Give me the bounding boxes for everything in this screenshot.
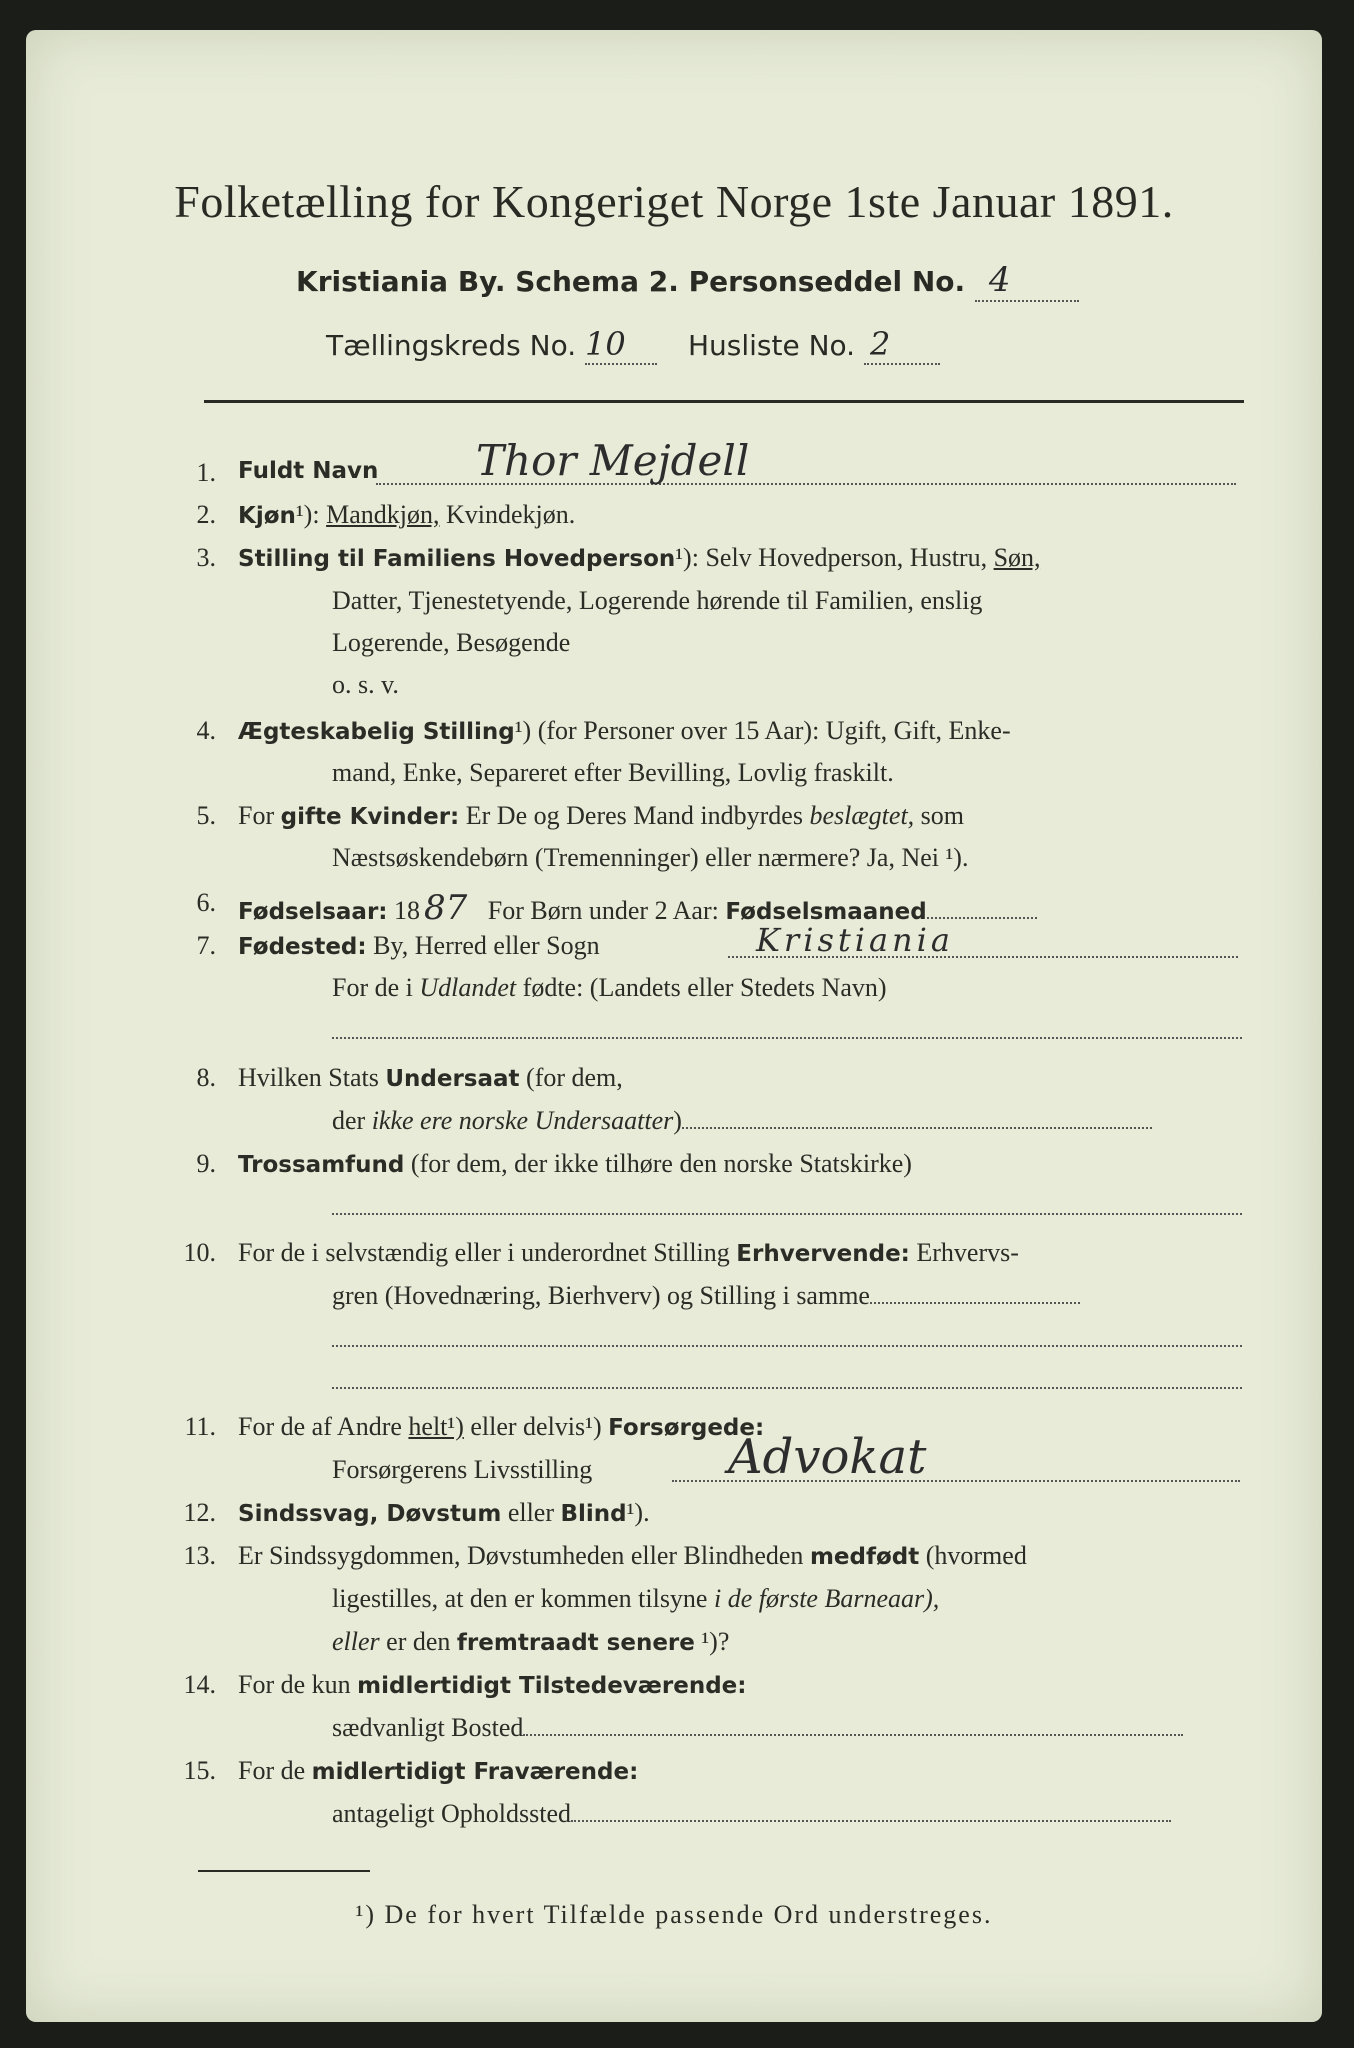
birth-month-label: Fødselsmaaned bbox=[725, 899, 927, 925]
abroad-line bbox=[332, 1036, 1242, 1039]
footnote-rule bbox=[198, 1870, 370, 1872]
probable-stay-line bbox=[571, 1819, 1171, 1822]
birthplace-line bbox=[238, 931, 600, 961]
usual-residence-line bbox=[523, 1733, 1183, 1736]
item-5-line-2: Næstsøskendebørn (Tremenninger) eller nærmere? Ja, Nei ¹). bbox=[332, 843, 969, 872]
temporary-absent-line bbox=[238, 1756, 638, 1786]
congenital-l2: ligestilles, at den er kommen tilsyne bbox=[332, 1584, 714, 1613]
family-position-selected: Søn, bbox=[993, 543, 1041, 572]
birth-year-label: Fødselsaar: bbox=[238, 899, 388, 925]
dependents-label: Forsørgede: bbox=[608, 1415, 765, 1441]
marital-options: ¹) (for Personer over 15 Aar): Ugift, Gift, Enke- bbox=[514, 716, 1011, 745]
religion-text: (for dem, der ikke tilhøre den norske Statskirke) bbox=[404, 1149, 912, 1178]
marital-label: Ægteskabelig Stilling bbox=[238, 719, 515, 745]
temporary-absent-pre: For de bbox=[238, 1756, 312, 1785]
occupation-line-2 bbox=[332, 1344, 1242, 1347]
birth-year-prefix: 18 bbox=[387, 896, 420, 925]
citizenship-l2-pre: der bbox=[332, 1106, 372, 1135]
item-number: 10. bbox=[183, 1238, 216, 1267]
birth-month-line bbox=[927, 916, 1037, 919]
footnote: ¹) De for hvert Tilfælde passende Ord understreges. bbox=[355, 1900, 993, 1929]
usual-residence-label: sædvanligt Bosted bbox=[332, 1713, 524, 1742]
disability-label: Sindssvag, Døvstum bbox=[238, 1501, 502, 1527]
item-number: 4. bbox=[196, 716, 216, 745]
temporary-present-line bbox=[238, 1670, 746, 1700]
item-number: 5. bbox=[196, 801, 216, 830]
census-form-sheet bbox=[26, 30, 1322, 2022]
item-number: 13. bbox=[183, 1541, 216, 1570]
household-number: 2 bbox=[864, 325, 940, 365]
item-number: 7. bbox=[196, 931, 216, 960]
provider-label: Forsørgerens Livsstilling bbox=[332, 1455, 593, 1484]
item-number: 14. bbox=[183, 1670, 216, 1699]
congenital-text: (hvormed bbox=[919, 1541, 1027, 1570]
marital-line bbox=[238, 716, 1011, 746]
married-women-end: som bbox=[914, 801, 965, 830]
congenital-l3-italic: eller bbox=[332, 1627, 380, 1656]
occupation-line bbox=[238, 1238, 1019, 1268]
married-women-italic: beslægtet, bbox=[809, 801, 915, 830]
congenital-l2-italic: i de første Barneaar), bbox=[713, 1584, 940, 1613]
gender-selected: Mandkjøn, bbox=[326, 500, 440, 529]
married-women-text: Er De og Deres Mand indbyrdes bbox=[459, 801, 810, 830]
item-15-line-2 bbox=[332, 1799, 1242, 1829]
gender-other: Kvindekjøn. bbox=[439, 500, 576, 529]
disability-line bbox=[238, 1498, 650, 1528]
citizenship-line bbox=[238, 1063, 623, 1093]
citizenship-line-fill bbox=[682, 1126, 1152, 1129]
family-position-label: Stilling til Familiens Hovedperson bbox=[238, 546, 676, 572]
family-position-options: ¹): Selv Hovedperson, Hustru, bbox=[675, 543, 994, 572]
item-number: 3. bbox=[196, 543, 216, 572]
form-subtitle bbox=[296, 260, 1079, 302]
header-rule bbox=[204, 400, 1244, 403]
dependents-text: eller delvis¹) bbox=[463, 1412, 609, 1441]
item-number: 15. bbox=[183, 1756, 216, 1785]
item-4-line-2: mand, Enke, Separeret efter Bevilling, Lovlig fraskilt. bbox=[332, 758, 894, 787]
item-8-line-2 bbox=[332, 1106, 1242, 1136]
citizenship-pre: Hvilken Stats bbox=[238, 1063, 386, 1092]
full-name-value: Thor Mejdell bbox=[476, 436, 750, 485]
personseddel-number: 4 bbox=[975, 260, 1079, 302]
citizenship-l2-end: ) bbox=[673, 1106, 682, 1135]
item-13-line-3 bbox=[332, 1627, 729, 1657]
item-7-line-2 bbox=[332, 973, 887, 1003]
district-label: Tællingskreds No. bbox=[326, 329, 577, 362]
probable-stay-label: antageligt Opholdssted bbox=[332, 1799, 572, 1828]
occupation-pre: For de i selvstændig eller i underordnet Stilling bbox=[238, 1238, 737, 1267]
item-number: 8. bbox=[196, 1063, 216, 1092]
religion-line bbox=[332, 1212, 1242, 1215]
abroad-italic: Udlandet bbox=[419, 973, 517, 1002]
religion-line bbox=[238, 1149, 912, 1179]
citizenship-text: (for dem, bbox=[519, 1063, 623, 1092]
congenital-l3-label: fremtraadt senere bbox=[456, 1630, 695, 1656]
item-10-line-2 bbox=[332, 1281, 1242, 1311]
item-3-line-2: Datter, Tjenestetyende, Logerende hørende til Familien, enslig bbox=[332, 586, 983, 615]
item-number: 2. bbox=[196, 500, 216, 529]
occupation-l2: gren (Hovednæring, Bierhverv) og Stilling i samme bbox=[332, 1281, 870, 1310]
occupation-line-fill bbox=[870, 1301, 1080, 1304]
birthplace-value: Kristiania bbox=[756, 921, 954, 959]
citizenship-l2-italic: ikke ere norske Undersaatter bbox=[371, 1106, 674, 1135]
disability-or: eller bbox=[501, 1498, 561, 1527]
provider-value: Advokat bbox=[728, 1429, 927, 1485]
gender-sep: ¹): bbox=[295, 500, 327, 529]
form-title: Folketælling for Kongeriget Norge 1ste Januar 1891. bbox=[174, 176, 1174, 227]
occupation-label: Erhvervende: bbox=[736, 1241, 910, 1267]
household-label: Husliste No. bbox=[687, 329, 856, 362]
religion-label: Trossamfund bbox=[238, 1152, 405, 1178]
item-13-line-2 bbox=[332, 1584, 939, 1614]
dependents-pre: For de af Andre bbox=[238, 1412, 409, 1441]
gender-label: Kjøn bbox=[238, 503, 296, 529]
congenital-line bbox=[238, 1541, 1027, 1571]
birthplace-text: By, Herred eller Sogn bbox=[366, 931, 600, 960]
married-women-pre: For bbox=[238, 801, 281, 830]
item-number: 11. bbox=[184, 1412, 216, 1441]
gender-line bbox=[238, 500, 575, 530]
married-women-line bbox=[238, 801, 964, 831]
family-position-line bbox=[238, 543, 1041, 573]
form-district-line bbox=[326, 325, 940, 365]
item-number: 12. bbox=[183, 1498, 216, 1527]
item-14-line-2 bbox=[332, 1713, 1242, 1743]
congenital-l3-end: ¹)? bbox=[694, 1627, 730, 1656]
citizenship-label: Undersaat bbox=[385, 1066, 520, 1092]
abroad-text: fødte: (Landets eller Stedets Navn) bbox=[516, 973, 887, 1002]
subtitle-text: Kristiania By. Schema 2. Personseddel No. bbox=[296, 265, 966, 298]
temporary-present-pre: For de kun bbox=[238, 1670, 358, 1699]
item-number: 1. bbox=[196, 458, 216, 487]
full-name-label: Fuldt Navn bbox=[238, 458, 379, 484]
abroad-pre: For de i bbox=[332, 973, 420, 1002]
dependents-selected: helt¹) bbox=[408, 1412, 464, 1441]
married-women-label: gifte Kvinder: bbox=[280, 804, 460, 830]
congenital-l3-text: er den bbox=[379, 1627, 457, 1656]
birth-month-text: For Børn under 2 Aar: bbox=[481, 896, 726, 925]
item-number: 6. bbox=[196, 888, 216, 917]
item-3-line-3: Logerende, Besøgende bbox=[332, 628, 571, 657]
birth-year-value: 87 bbox=[424, 888, 468, 928]
item-11-line-2 bbox=[332, 1429, 1242, 1485]
congenital-pre: Er Sindssygdommen, Døvstumheden eller Blindheden bbox=[238, 1541, 810, 1570]
occupation-text: Erhvervs- bbox=[909, 1238, 1019, 1267]
dependents-line bbox=[238, 1412, 764, 1442]
district-number: 10 bbox=[585, 325, 657, 365]
birthplace-label: Fødested: bbox=[238, 934, 367, 960]
disability-end: ¹). bbox=[626, 1498, 650, 1527]
item-number: 9. bbox=[196, 1149, 216, 1178]
item-3-line-4: o. s. v. bbox=[332, 670, 399, 699]
disability-label-2: Blind bbox=[560, 1501, 627, 1527]
temporary-present-label: midlertidigt Tilstedeværende: bbox=[357, 1673, 747, 1699]
temporary-absent-label: midlertidigt Fraværende: bbox=[311, 1759, 639, 1785]
congenital-label: medfødt bbox=[809, 1544, 920, 1570]
occupation-line-3 bbox=[332, 1386, 1242, 1389]
